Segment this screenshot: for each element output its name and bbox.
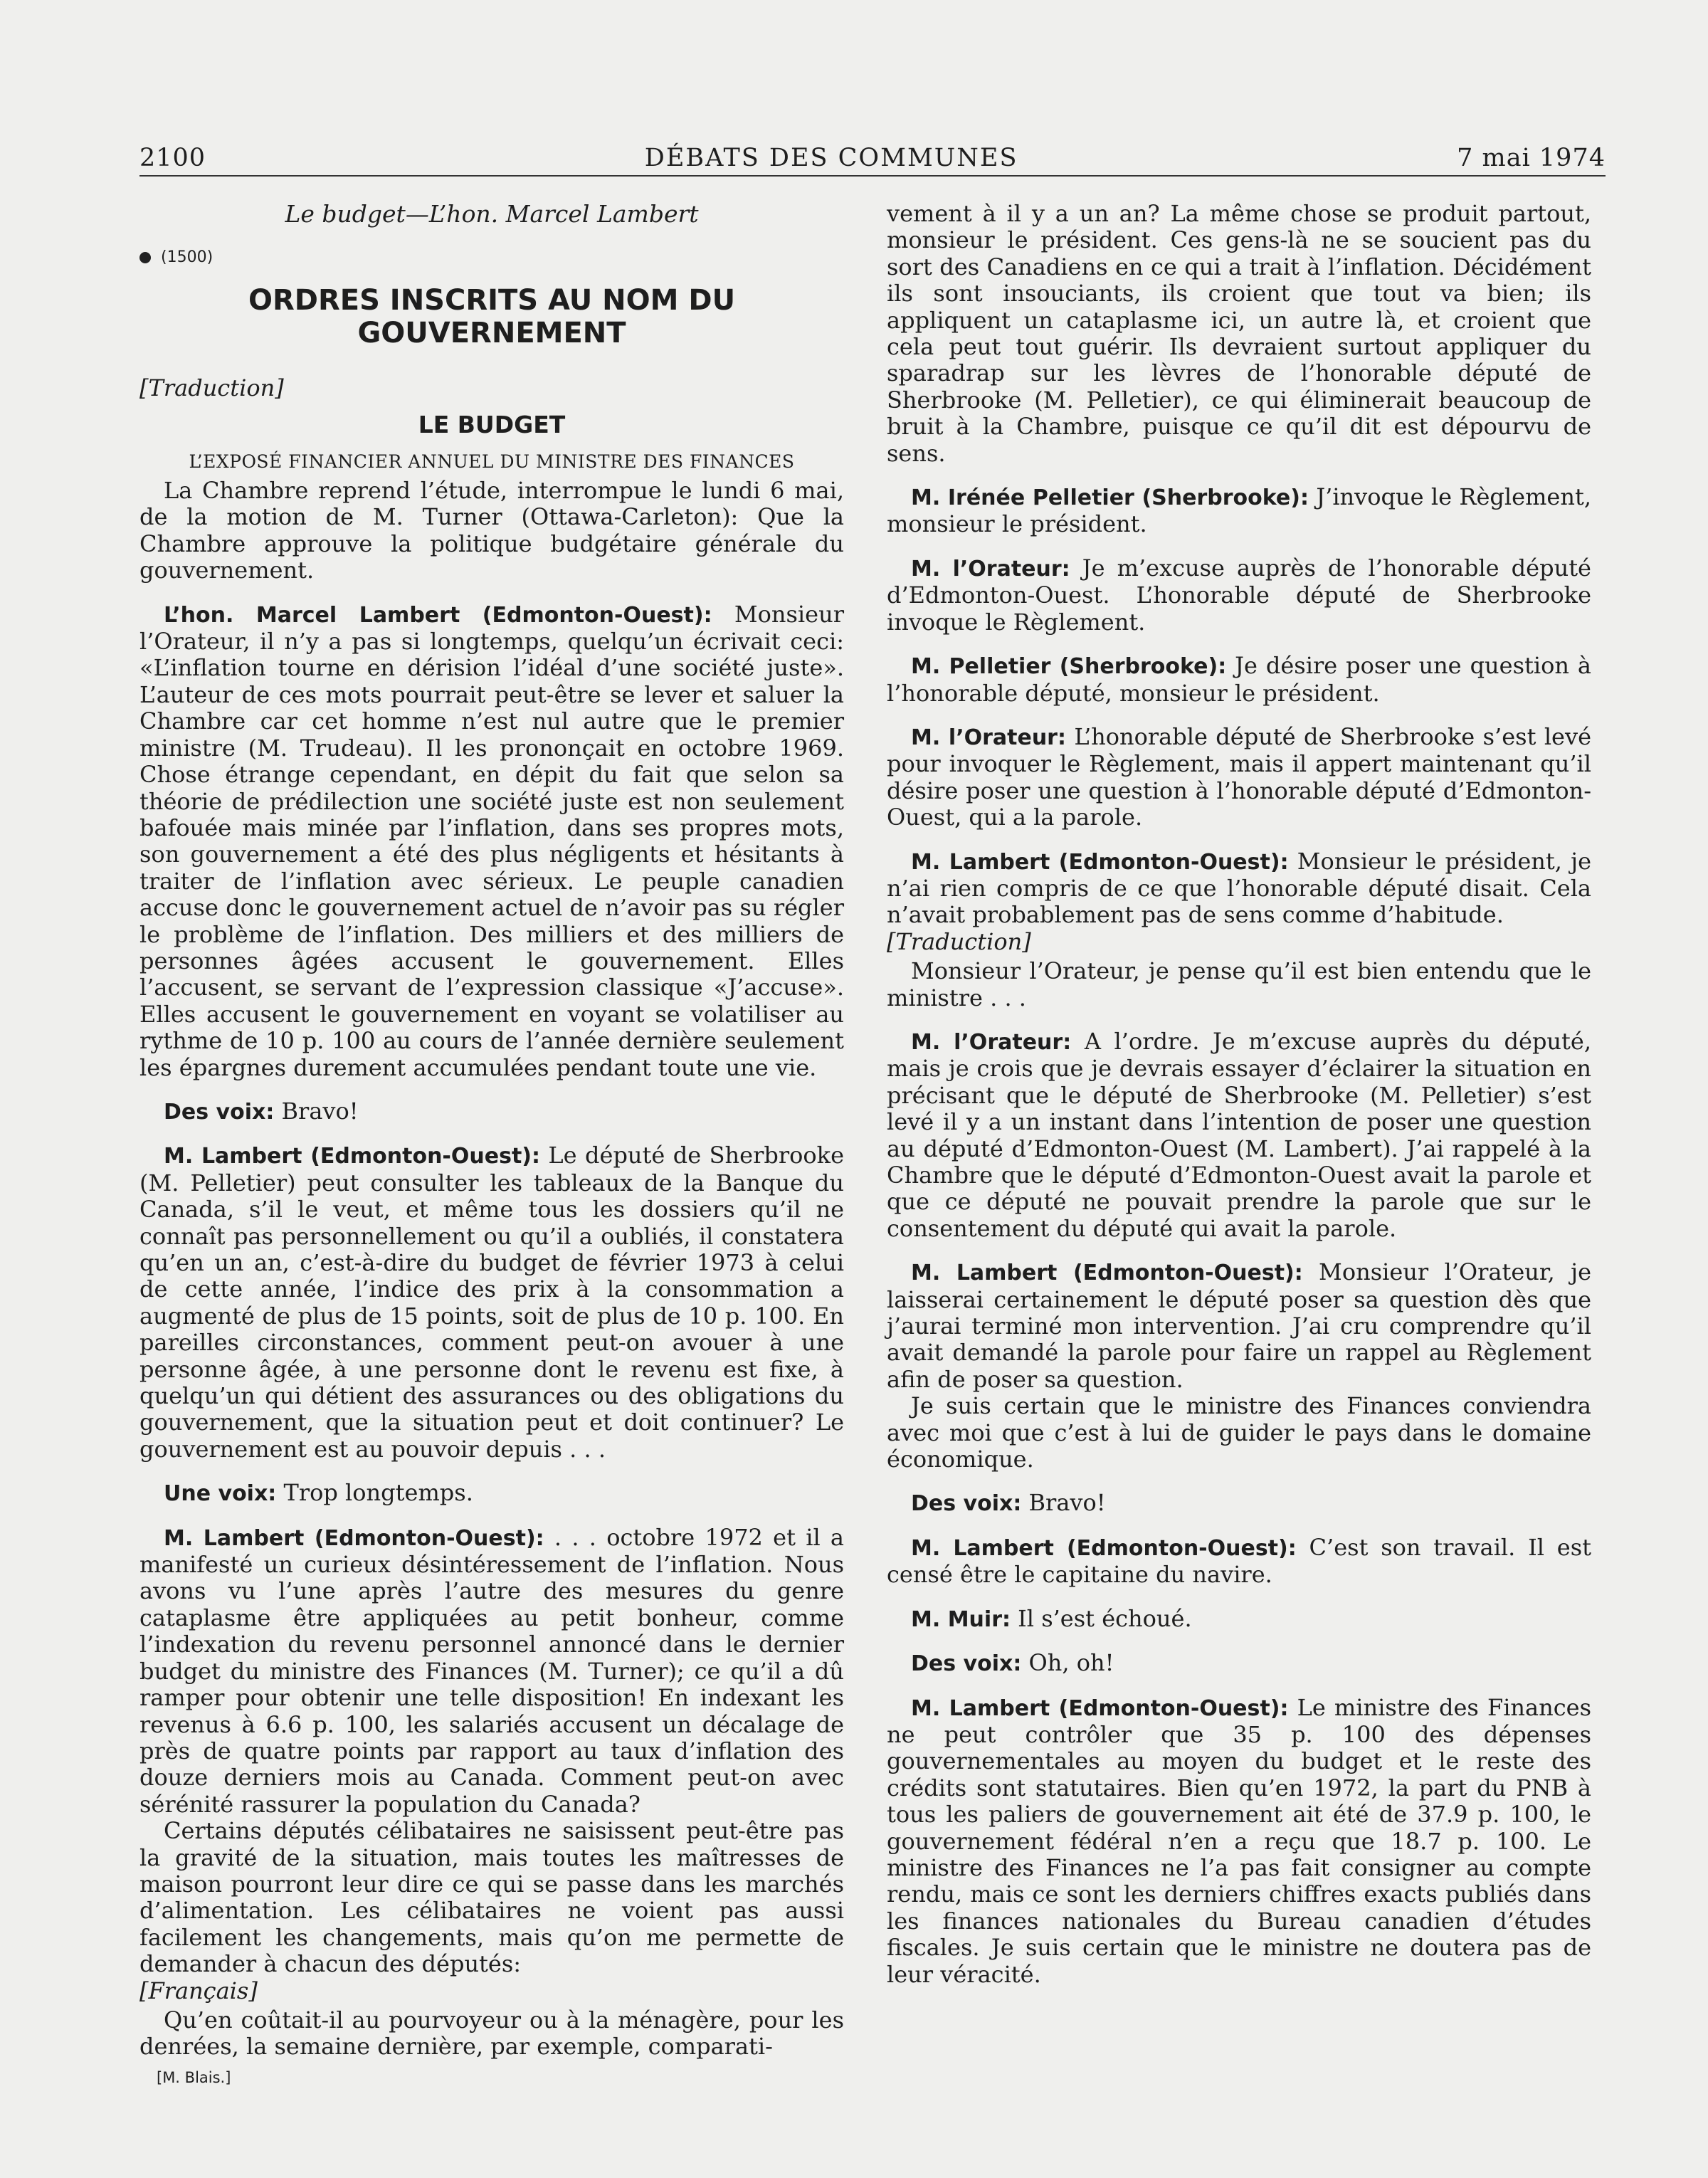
speech-paragraph <box>139 1525 844 1818</box>
speaker-name: M. Lambert (Edmonton-Ouest): <box>164 1525 544 1551</box>
speech-text: Bravo! <box>281 1097 359 1125</box>
speech-paragraph <box>887 1695 1591 1988</box>
expose-title: L’EXPOSÉ FINANCIER ANNUEL DU MINISTRE DES FINANCES <box>189 451 795 472</box>
speaker-name: M. Lambert (Edmonton-Ouest): <box>911 1535 1297 1561</box>
speaker-name: M. Lambert (Edmonton-Ouest): <box>911 1695 1289 1721</box>
speaker-name: M. l’Orateur: <box>911 1029 1072 1055</box>
speaker-name: Des voix: <box>911 1491 1022 1517</box>
speech-text: J’invoque le Règlement, monsieur le président. <box>887 483 1591 538</box>
speech-paragraph <box>887 848 1591 929</box>
bullet-icon <box>139 252 151 263</box>
speaker-name: M. Lambert (Edmonton-Ouest): <box>911 1261 1303 1286</box>
speech-paragraph <box>139 1142 844 1463</box>
publication-title: DÉBATS DES COMMUNES <box>644 144 1018 172</box>
speaker-name: M. Irénée Pelletier (Sherbrooke): <box>911 485 1309 511</box>
speech-text: Trop longtemps. <box>283 1479 473 1507</box>
body-paragraph: Je suis certain que le ministre des Finances conviendra avec moi que c’est à lui de guider le pays dans le domaine économique. <box>887 1392 1591 1473</box>
speaker-name: M. Pelletier (Sherbrooke): <box>911 654 1227 680</box>
time-stamp: (1500) <box>161 248 214 267</box>
speech-paragraph <box>887 1535 1591 1589</box>
left-column <box>139 201 844 2091</box>
speech-paragraph <box>139 1098 844 1125</box>
speech-paragraph <box>887 653 1591 707</box>
running-subhead: Le budget—L’hon. Marcel Lambert <box>285 200 699 228</box>
speech-text: Le ministre des Finances ne peut contrôler que 35 p. 100 des dépenses gouvernementales au moyen du budget et le reste des crédits sont statutaires. Bien qu’en 1972, la part du PNB à tous les paliers de gouvernement ait été de 37.9 p. 100, le gouvernement fédéral n’en a reçu que 18.7 p. 100. Le ministre des Finances ne l’a pas fait consigner au compte rendu, mais ce sont les derniers chiffres exacts publiés dans les finances nationales du Bureau canadien d’études fiscales. Je suis certain que le ministre ne doutera pas de leur véracité. <box>887 1693 1592 1988</box>
speech-paragraph <box>887 484 1591 538</box>
speaker-name: Une voix: <box>164 1481 277 1507</box>
speech-text: Je m’excuse auprès de l’honorable député d’Edmonton-Ouest. L’honorable député de Sherbrooke invoque le Règlement. <box>887 554 1591 636</box>
speaker-name: M. l’Orateur: <box>911 556 1070 582</box>
speech-text: A l’ordre. Je m’excuse auprès du député, mais je crois que je devrais essayer d’éclairer la situation en précisant que le député de Sherbrooke (M. Pelletier) s’est levé il y a un instant dans l’intention de poser une question au député d’Edmonton-Ouest (M. Lambert). J’ai rappelé à la Chambre que le député d’Edmonton-Ouest avait la parole et que ce député ne pouvait prendre la parole que sur le consentement du député qui avait la parole. <box>887 1027 1591 1242</box>
speech-text: Il s’est échoué. <box>1018 1604 1192 1632</box>
speech-paragraph <box>887 1650 1591 1677</box>
intro-paragraph: La Chambre reprend l’étude, interrompue le lundi 6 mai, de la motion de M. Turner (Ottawa-Carleton): Que la Chambre approuve la politique budgétaire générale du gouvernement. <box>139 477 844 584</box>
page-header <box>139 141 1606 177</box>
page-number: 2100 <box>139 144 206 172</box>
speech-text: L’honorable député de Sherbrooke s’est levé pour invoquer le Règlement, mais il appert maintenant qu’il désire poser une question à l’honorable député d’Edmonton-Ouest, qui a la parole. <box>887 722 1591 831</box>
right-column <box>887 201 1591 2005</box>
speech-paragraph <box>887 1606 1591 1633</box>
page-date: 7 mai 1974 <box>1457 144 1606 172</box>
speaker-name: L’hon. Marcel Lambert (Edmonton-Ouest): <box>164 602 712 628</box>
speech-paragraph <box>887 1259 1591 1393</box>
speaker-name: M. l’Orateur: <box>911 725 1066 750</box>
speech-text: Monsieur l’Orateur, je laisserai certainement le député poser sa question dès que j’aurai terminé mon intervention. J’ai cru comprendre qu’il avait demandé la parole pour faire un rappel au Règlement afin de poser sa question. <box>887 1258 1592 1393</box>
body-paragraph: vement à il y a un an? La même chose se produit partout, monsieur le président. Ces gens-là ne se soucient pas du sort des Canadiens en ce qui a trait à l’inflation. Décidément ils sont insouciants, ils croient que tout va bien; ils appliquent un cataplasme ici, un autre là, et croient que cela peut tout guérir. Ils devraient surtout appliquer du sparadrap sur les lèvres de l’honorable député de Sherbrooke (M. Pelletier), ce qui éliminerait beaucoup de bruit à la Chambre, puisque ce qu’il dit est dépourvu de sens. <box>887 200 1591 467</box>
speech-paragraph <box>887 724 1591 831</box>
speaker-name: M. Lambert (Edmonton-Ouest): <box>164 1144 540 1169</box>
time-marker <box>139 244 844 270</box>
speech-text: Monsieur l’Orateur, il n’y a pas si longtemps, quelqu’un écrivait ceci: «L’inflation tourne en dérision l’idéal d’une société juste». L’auteur de ces mots pourrait peut-être se lever et saluer la Chambre car cet homme n’est nul autre que le premier ministre (M. Trudeau). Il les prononçait en octobre 1969. Chose étrange cependant, en dépit du fait que selon sa théorie de prédilection une société juste est non seulement bafouée mais minée par l’inflation, dans ses propres mots, son gouvernement a été des plus négligents et hésitants à traiter de l’inflation avec sérieux. Le peuple canadien accuse donc le gouvernement actuel de n’avoir pas su régler le problème de l’inflation. Des milliers et des milliers de personnes âgées accusent le gouvernement. Elles l’accusent, se servant de l’expression classique «J’accuse». Elles accusent le gouvernement en voyant se volatiliser au rythme de 10 p. 100 au cours de l’année dernière seulement les épargnes durement accumulées pendant toute une vie. <box>139 600 844 1081</box>
speech-paragraph <box>139 601 844 1081</box>
speech-paragraph <box>887 1490 1591 1517</box>
speech-text: Oh, oh! <box>1028 1649 1114 1677</box>
budget-title: LE BUDGET <box>418 411 566 439</box>
speaker-name: Des voix: <box>911 1651 1022 1677</box>
speaker-name: Des voix: <box>164 1099 275 1125</box>
speech-text: C’est son travail. Il est censé être le capitaine du navire. <box>887 1533 1592 1589</box>
speech-text: Bravo! <box>1028 1489 1106 1517</box>
speech-text: Je désire poser une question à l’honorable député, monsieur le président. <box>887 652 1592 707</box>
speaker-name: M. Lambert (Edmonton-Ouest): <box>911 849 1289 875</box>
speaker-name: M. Muir: <box>911 1606 1011 1632</box>
speech-paragraph <box>887 1028 1591 1242</box>
section-title: ORDRES INSCRITS AU NOM DU GOUVERNEMENT <box>248 283 736 349</box>
speech-paragraph <box>139 1480 844 1507</box>
traduction-tag: [Traduction] <box>887 927 1031 955</box>
footer-note: [M. Blais.] <box>157 2068 231 2086</box>
speech-text: Le député de Sherbrooke (M. Pelletier) peut consulter les tableaux de la Banque du Canada, s’il le veut, et même tous les dossiers qu’il ne connaît pas personnellement ou qu’il a oubliés, il constatera qu’en un an, c’est-à-dire du budget de février 1973 à celui de cette année, l’indice des prix à la consommation a augmenté de plus de 15 points, soit de plus de 10 p. 100. En pareilles circonstances, comment peut-on avouer à une personne âgée, à une personne dont le revenu est fixe, à quelqu’un qui détient des assurances ou des obligations du gouvernement, que la situation peut et doit continuer? Le gouvernement est au pouvoir depuis . . . <box>139 1142 845 1463</box>
speech-text: Monsieur le président, je n’ai rien compris de ce que l’honorable député disait. Cela n’avait probablement pas de sens comme d’habitude. <box>887 847 1592 929</box>
speech-paragraph <box>887 555 1591 636</box>
body-paragraph: Certains députés célibataires ne saisissent peut-être pas la gravité de la situation, mais toutes les maîtresses de maison pourront leur dire ce qui se passe dans les marchés d’alimentation. Les célibataires ne voient pas aussi facilement les changements, mais qu’on me permette de demander à chacun des députés: <box>139 1817 844 1978</box>
francais-tag: [Français] <box>139 1977 258 2004</box>
speech-text: . . . octobre 1972 et il a manifesté un curieux désintéressement de l’inflation. Nous avons vu l’une après l’autre des mesures du genre cataplasme être appliquées au petit bonheur, comme l’indexation du revenu personnel annoncé dans le dernier budget du ministre des Finances (M. Turner); ce qu’il a dû ramper pour obtenir une telle disposition! En indexant les revenus à 6.6 p. 100, les salariés accusent un décalage de près de quatre points par rapport au taux d’inflation des douze derniers mois au Canada. Comment peut-on avec sérénité rassurer la population du Canada? <box>139 1523 845 1818</box>
traduction-tag: [Traduction] <box>139 374 284 401</box>
body-paragraph: Monsieur l’Orateur, je pense qu’il est bien entendu que le ministre . . . <box>887 957 1591 1011</box>
body-paragraph: Qu’en coûtait-il au pourvoyeur ou à la ménagère, pour les denrées, la semaine dernière, par exemple, comparati- <box>139 2006 844 2061</box>
